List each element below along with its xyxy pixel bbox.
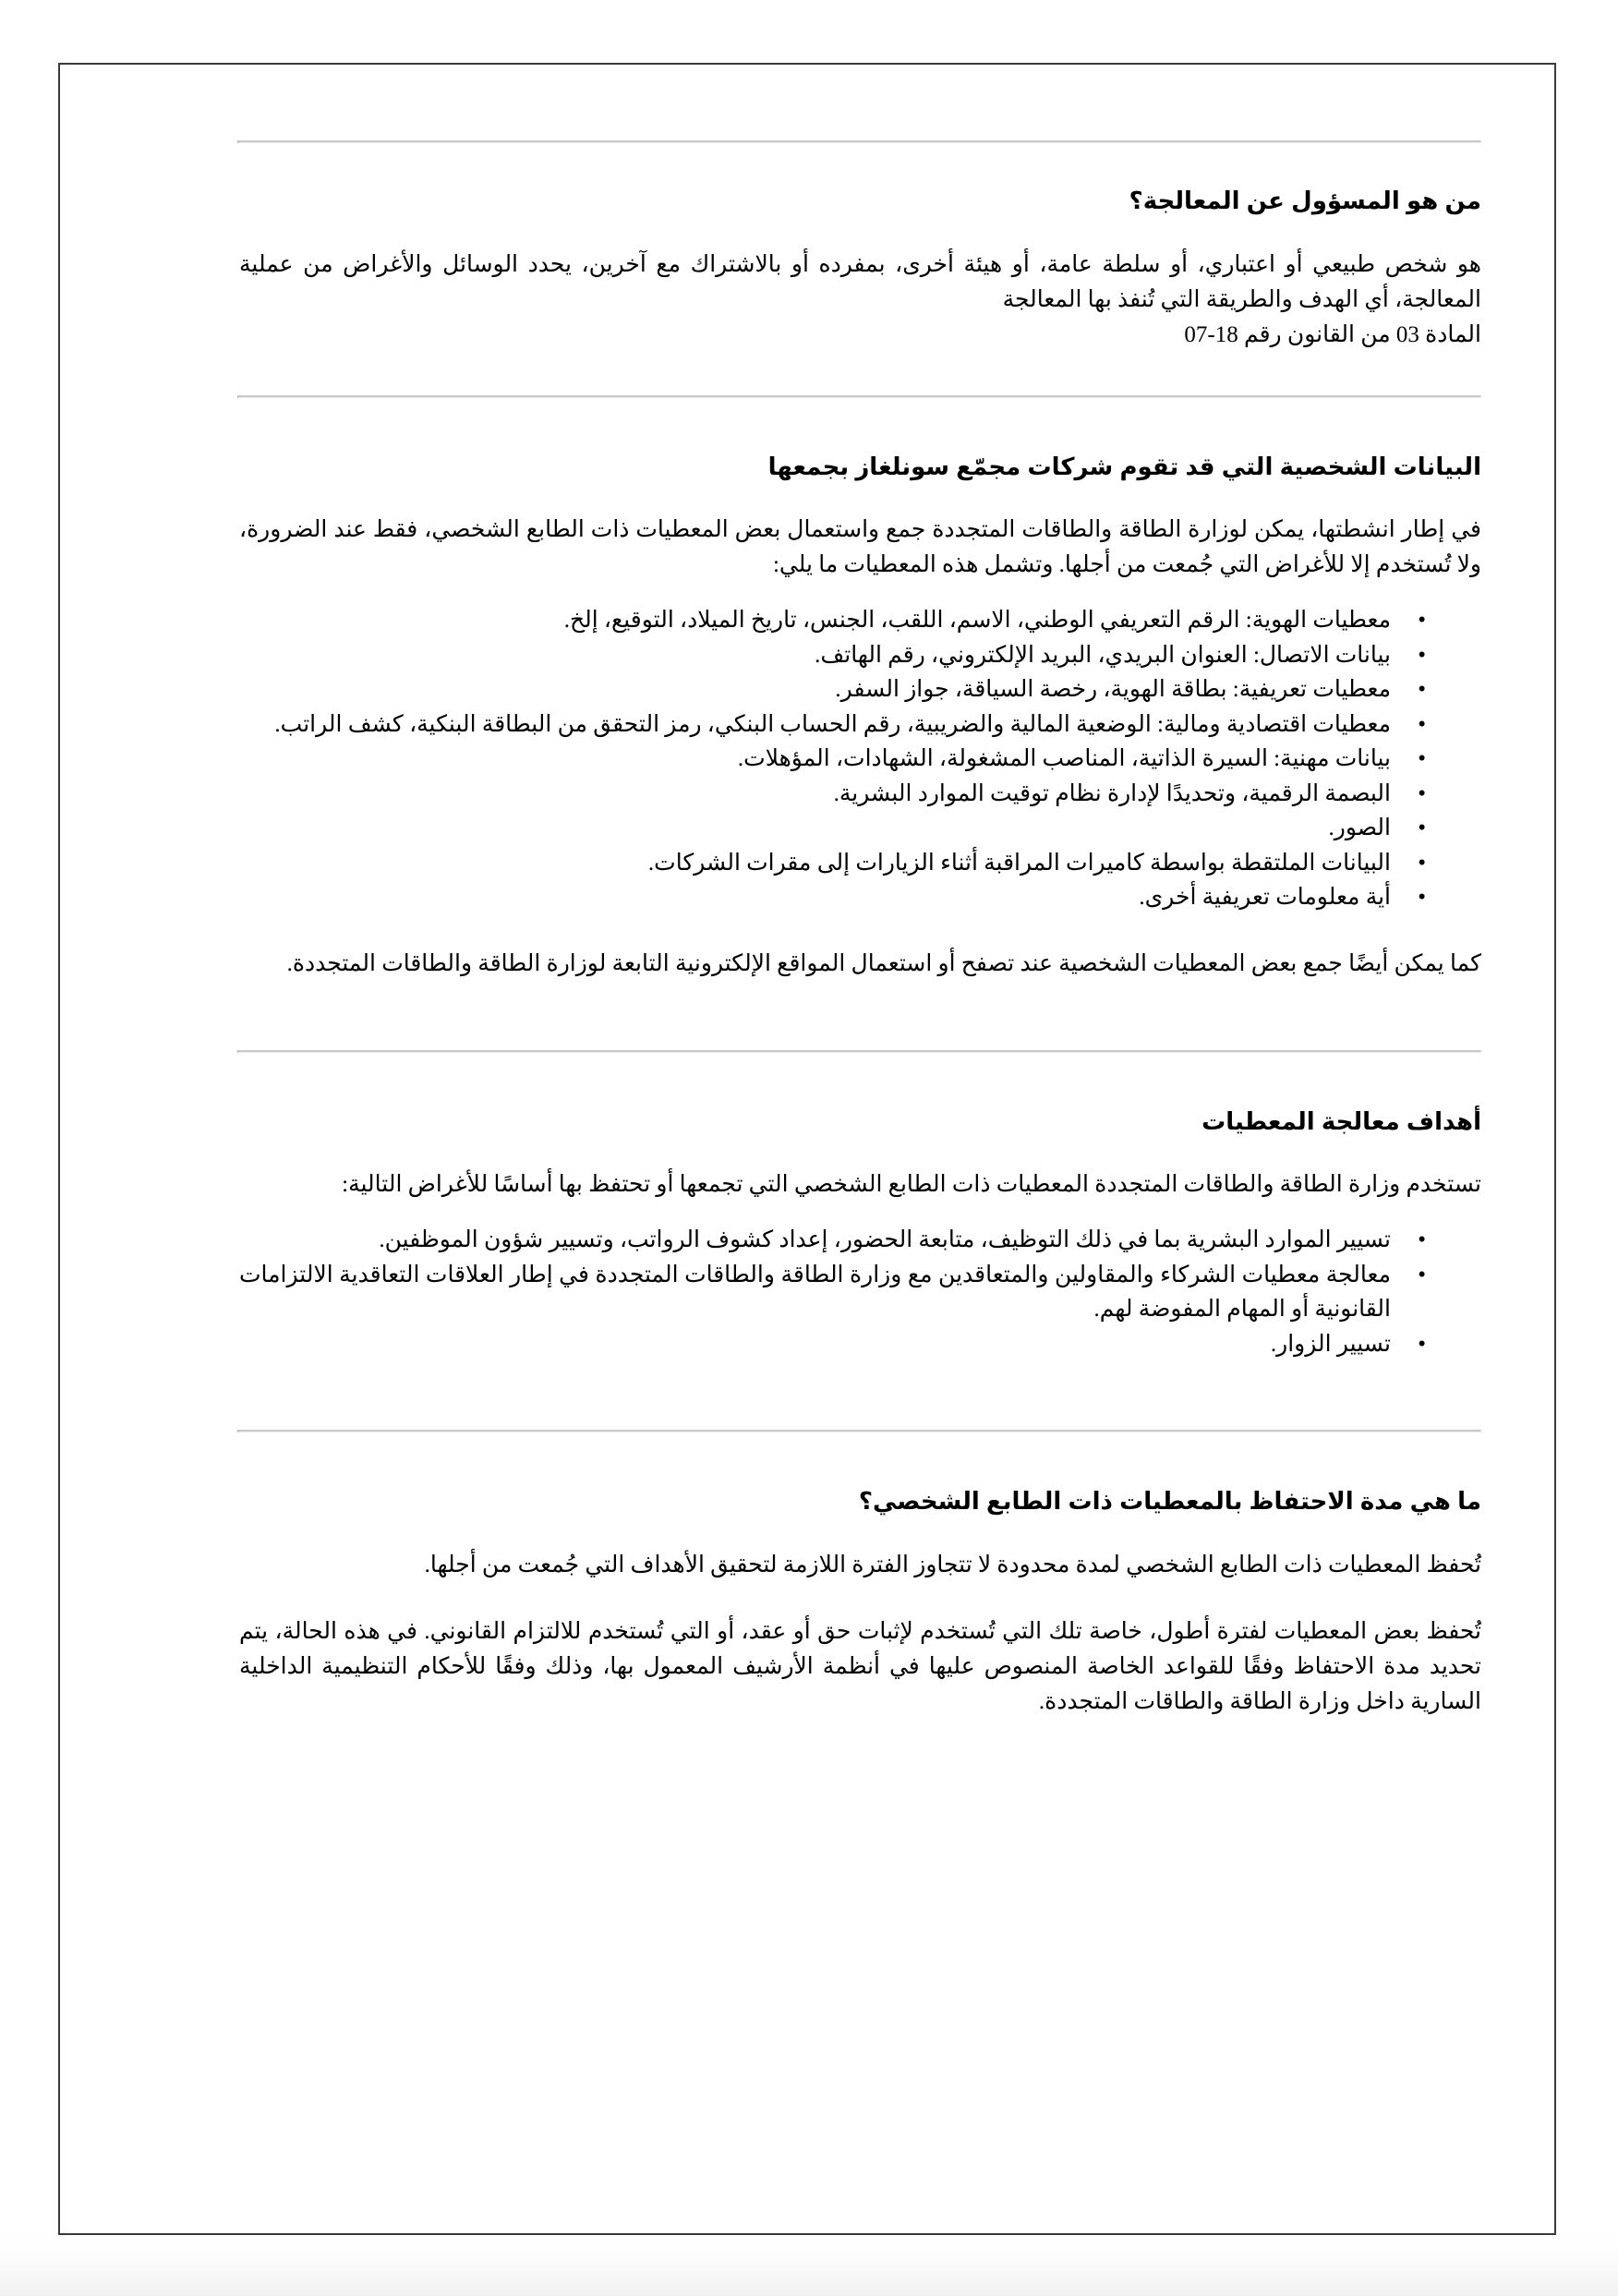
list-item: • معالجة معطيات الشركاء والمقاولين والمتعاقدين مع وزارة الطاقة والطاقات المتجددة في إطار العلاقات التعاقدية الالتزامات القانونية أو المهام المفوضة لهم. xyxy=(239,1258,1481,1327)
paragraph-controller-legal-reference: المادة 03 من القانون رقم 18-07 xyxy=(1184,321,1481,347)
list-item: • البيانات الملتقطة بواسطة كاميرات المراقبة أثناء الزيارات إلى مقرات الشركات. xyxy=(239,846,1481,881)
list-item: • بيانات الاتصال: العنوان البريدي، البريد الإلكتروني، رقم الهاتف. xyxy=(239,638,1481,673)
list-item: • البصمة الرقمية، وتحديدًا لإدارة نظام توقيت الموارد البشرية. xyxy=(239,777,1481,812)
list-item: • معطيات تعريفية: بطاقة الهوية، رخصة السياقة، جواز السفر. xyxy=(239,672,1481,707)
list-item: • معطيات الهوية: الرقم التعريفي الوطني، الاسم، اللقب، الجنس، تاريخ الميلاد، التوقيع، إلخ. xyxy=(239,603,1481,638)
section-heading-processing-purposes: أهداف معالجة المعطيات xyxy=(1201,1106,1481,1135)
document-page xyxy=(58,63,1556,2235)
paragraph-purposes-intro: تستخدم وزارة الطاقة والطاقات المتجددة المعطيات ذات الطابع الشخصي التي تجمعها أو تحتفظ بها أساسًا للأغراض التالية: xyxy=(342,1172,1481,1197)
paragraph-controller-definition: هو شخص طبيعي أو اعتباري، أو سلطة عامة، أو هيئة أخرى، بمفرده أو بالاشتراك مع آخرين، يحدد الوسائل والأغراض من عملية المعالجة، أي الهدف والطريقة التي تُنفذ بها المعالجة xyxy=(239,251,1481,312)
paragraph-website-data-collection: كما يمكن أيضًا جمع بعض المعطيات الشخصية عند تصفح أو استعمال المواقع الإلكترونية التابعة لوزارة الطاقة والطاقات المتجددة. xyxy=(286,950,1481,976)
list-item: • بيانات مهنية: السيرة الذاتية، المناصب المشغولة، الشهادات، المؤهلات. xyxy=(239,742,1481,777)
list-personal-data-categories xyxy=(239,603,1481,915)
list-processing-purposes xyxy=(239,1223,1481,1361)
list-item: • تسيير الزوار. xyxy=(239,1327,1481,1362)
paragraph-retention-extended: تُحفظ بعض المعطيات لفترة أطول، خاصة تلك التي تُستخدم لإثبات حق أو عقد، أو التي تُستخدم للالتزام القانوني. في هذه الحالة، يتم تحديد مدة الاحتفاظ وفقًا للقواعد الخاصة المنصوص عليها في أنظمة الأرشيف المعمول بها، وذلك وفقًا للأحكام التنظيمية الداخلية السارية داخل وزارة الطاقة والطاقات المتجددة. xyxy=(239,1618,1482,1714)
section-heading-personal-data-collected: البيانات الشخصية التي قد تقوم شركات مجمّع سونلغاز بجمعها xyxy=(767,452,1481,480)
section-heading-retention-period: ما هي مدة الاحتفاظ بالمعطيات ذات الطابع الشخصي؟ xyxy=(858,1487,1481,1515)
document-content xyxy=(239,140,1481,1720)
page-bottom-shadow xyxy=(0,2230,1618,2296)
section-heading-processing-controller: من هو المسؤول عن المعالجة؟ xyxy=(1129,187,1481,214)
paragraph-retention-general: تُحفظ المعطيات ذات الطابع الشخصي لمدة محدودة لا تتجاوز الفترة اللازمة لتحقيق الأهداف التي جُمعت من أجلها. xyxy=(424,1552,1481,1577)
list-item: • تسيير الموارد البشرية بما في ذلك التوظيف، متابعة الحضور، إعداد كشوف الرواتب، وتسيير شؤون الموظفين. xyxy=(239,1223,1481,1258)
list-item: • أية معلومات تعريفية أخرى. xyxy=(239,880,1481,915)
paragraph-data-collection-intro: في إطار انشطتها، يمكن لوزارة الطاقة والطاقات المتجددة جمع واستعمال بعض المعطيات ذات الطابع الشخصي، فقط عند الضرورة، ولا تُستخدم إلا للأغراض التي جُمعت من أجلها. وتشمل هذه المعطيات ما يلي: xyxy=(239,517,1481,577)
list-item: • معطيات اقتصادية ومالية: الوضعية المالية والضريبية، رقم الحساب البنكي، رمز التحقق من البطاقة البنكية، كشف الراتب. xyxy=(239,707,1481,743)
list-item: • الصور. xyxy=(239,811,1481,846)
